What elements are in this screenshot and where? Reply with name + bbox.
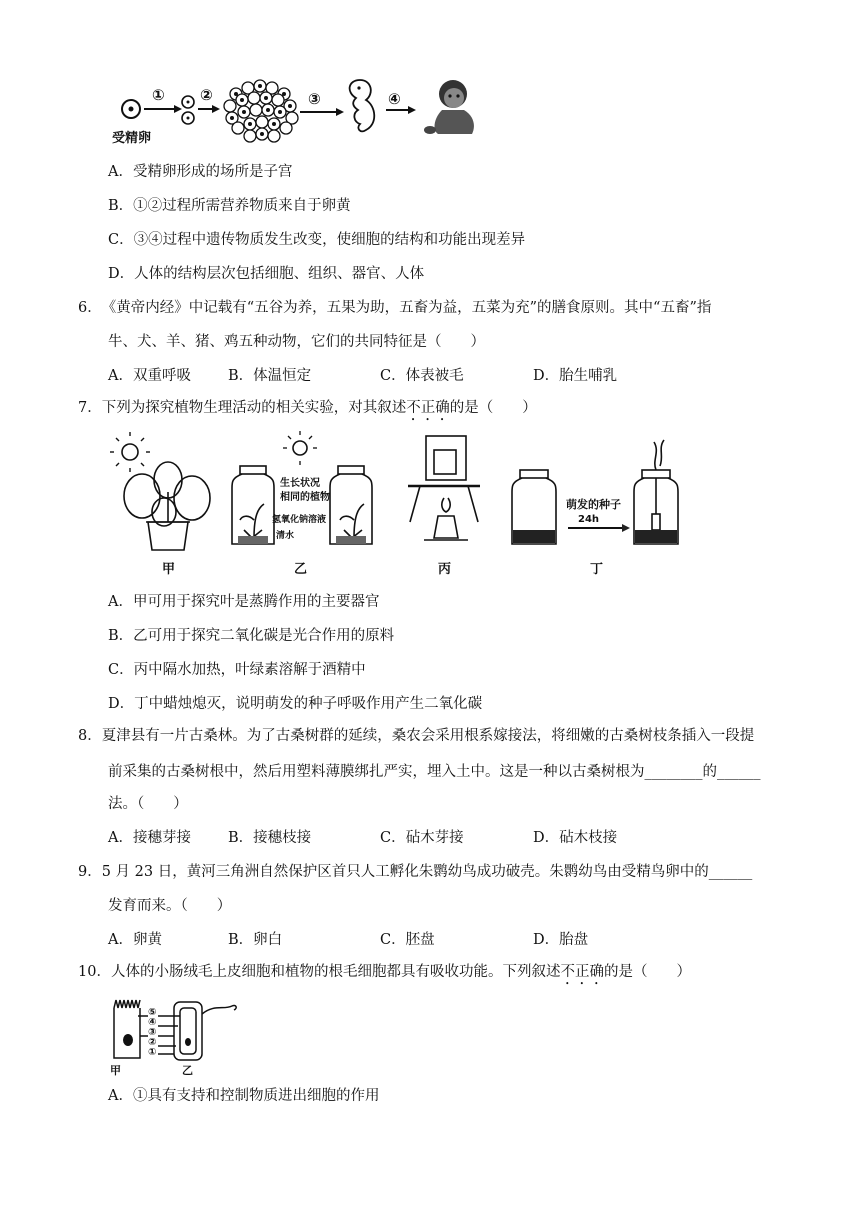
q9-option-c[interactable]: C．胚盘	[380, 932, 435, 948]
q10-stem-before: 10．人体的小肠绒毛上皮细胞和植物的根毛细胞都具有吸收功能。下列叙述	[78, 964, 561, 980]
label-bing: 丙	[438, 562, 452, 577]
water-label: 清水	[276, 531, 295, 541]
plant-experiments-figure	[108, 430, 688, 590]
q5-option-d[interactable]: D．人体的结构层次包括细胞、组织、器官、人体	[108, 266, 425, 282]
q7-stem	[78, 398, 537, 424]
q8-option-d[interactable]: D．砧木枝接	[533, 830, 618, 846]
zygote-label: 受精卵	[112, 131, 152, 146]
time-label: 24h	[578, 514, 600, 525]
step-4-label: ④	[388, 90, 401, 108]
q7-option-d[interactable]: D．丁中蜡烛熄灭，说明萌发的种子呼吸作用产生二氧化碳	[108, 696, 483, 712]
q6-stem-line-2: 牛、犬、羊、猪、鸡五种动物，它们的共同特征是（ ）	[108, 334, 485, 350]
q10-stem-emphasis: 不正确	[560, 964, 604, 980]
q8-option-b[interactable]: B．接穗枝接	[228, 830, 312, 846]
q7-option-b[interactable]: B．乙可用于探究二氧化碳是光合作用的原料	[108, 628, 395, 644]
q8-stem-line-1: 8．夏津县有一片古桑林。为了古桑树群的延续，桑农会采用根系嫁接法，将细嫩的古桑树枝条插入一段提	[78, 728, 755, 744]
label-yi: 乙	[294, 562, 308, 577]
development-figure	[108, 72, 488, 152]
q6-option-c[interactable]: C．体表被毛	[380, 368, 464, 384]
q8-option-a[interactable]: A．接穗芽接	[108, 830, 191, 846]
q10-option-a[interactable]: A．①具有支持和控制物质进出细胞的作用	[108, 1088, 380, 1104]
q5-option-c[interactable]: C．③④过程中遗传物质发生改变，使细胞的结构和功能出现差异	[108, 232, 526, 248]
seed-label: 萌发的种子	[566, 498, 621, 511]
q9-option-d[interactable]: D．胎盘	[533, 932, 589, 948]
q7-stem-after: 的是（ ）	[449, 400, 537, 416]
q9-option-b[interactable]: B．卵白	[228, 932, 283, 948]
cell-num-2: ②	[148, 1037, 157, 1048]
q5-option-b[interactable]: B．①②过程所需营养物质来自于卵黄	[108, 198, 351, 214]
step-3-label: ③	[308, 90, 321, 108]
step-2-label: ②	[200, 86, 213, 104]
cell-num-3: ③	[148, 1027, 157, 1038]
q9-option-a[interactable]: A．卵黄	[108, 932, 162, 948]
q6-stem-line-1: 6． 《黄帝内经》中记载有“五谷为养，五果为助，五畜为益，五菜为充”的膳食原则。其中“五畜”指	[78, 300, 712, 316]
q7-option-c[interactable]: C．丙中隔水加热，叶绿素溶解于酒精中	[108, 662, 366, 678]
label-jia: 甲	[162, 562, 176, 577]
q7-stem-emphasis: 不正确	[406, 400, 450, 416]
step-1-label: ①	[152, 86, 165, 104]
q6-option-a[interactable]: A．双重呼吸	[108, 368, 191, 384]
q7-stem-before: 7．下列为探究植物生理活动的相关实验，对其叙述	[78, 400, 407, 416]
q5-option-a[interactable]: A．受精卵形成的场所是子宫	[108, 164, 293, 180]
q8-stem-line-3: 法。（ ）	[108, 796, 188, 812]
q9-stem-line-2: 发育而来。（ ）	[108, 898, 232, 914]
q9-stem-line-1: 9．5 月 23 日，黄河三角洲自然保护区首只人工孵化朱鹮幼鸟成功破壳。朱鹮幼鸟由受精鸟卵中的______	[78, 864, 753, 880]
q8-option-c[interactable]: C．砧木芽接	[380, 830, 464, 846]
q6-option-b[interactable]: B．体温恒定	[228, 368, 312, 384]
cell-num-5: ⑤	[148, 1007, 157, 1018]
q10-stem	[78, 962, 691, 988]
bottle-label-2: 相同的植物	[280, 492, 330, 503]
naoh-label: 氢氧化钠溶液	[272, 515, 327, 525]
cell-label-jia: 甲	[110, 1064, 121, 1077]
bottle-label-1: 生长状况	[280, 478, 320, 489]
q8-stem-line-2: 前采集的古桑树根中，然后用塑料薄膜绑扎严实，埋入土中。这是一种以古桑树根为________的______	[108, 764, 761, 780]
label-ding: 丁	[590, 562, 604, 577]
q6-option-d[interactable]: D．胎生哺乳	[533, 368, 618, 384]
cell-label-yi: 乙	[182, 1064, 193, 1077]
cell-num-1: ①	[148, 1047, 157, 1058]
cell-num-4: ④	[148, 1017, 157, 1028]
cell-comparison-figure	[108, 994, 248, 1078]
q7-option-a[interactable]: A．甲可用于探究叶是蒸腾作用的主要器官	[108, 594, 380, 610]
q10-stem-after: 的是（ ）	[603, 964, 691, 980]
